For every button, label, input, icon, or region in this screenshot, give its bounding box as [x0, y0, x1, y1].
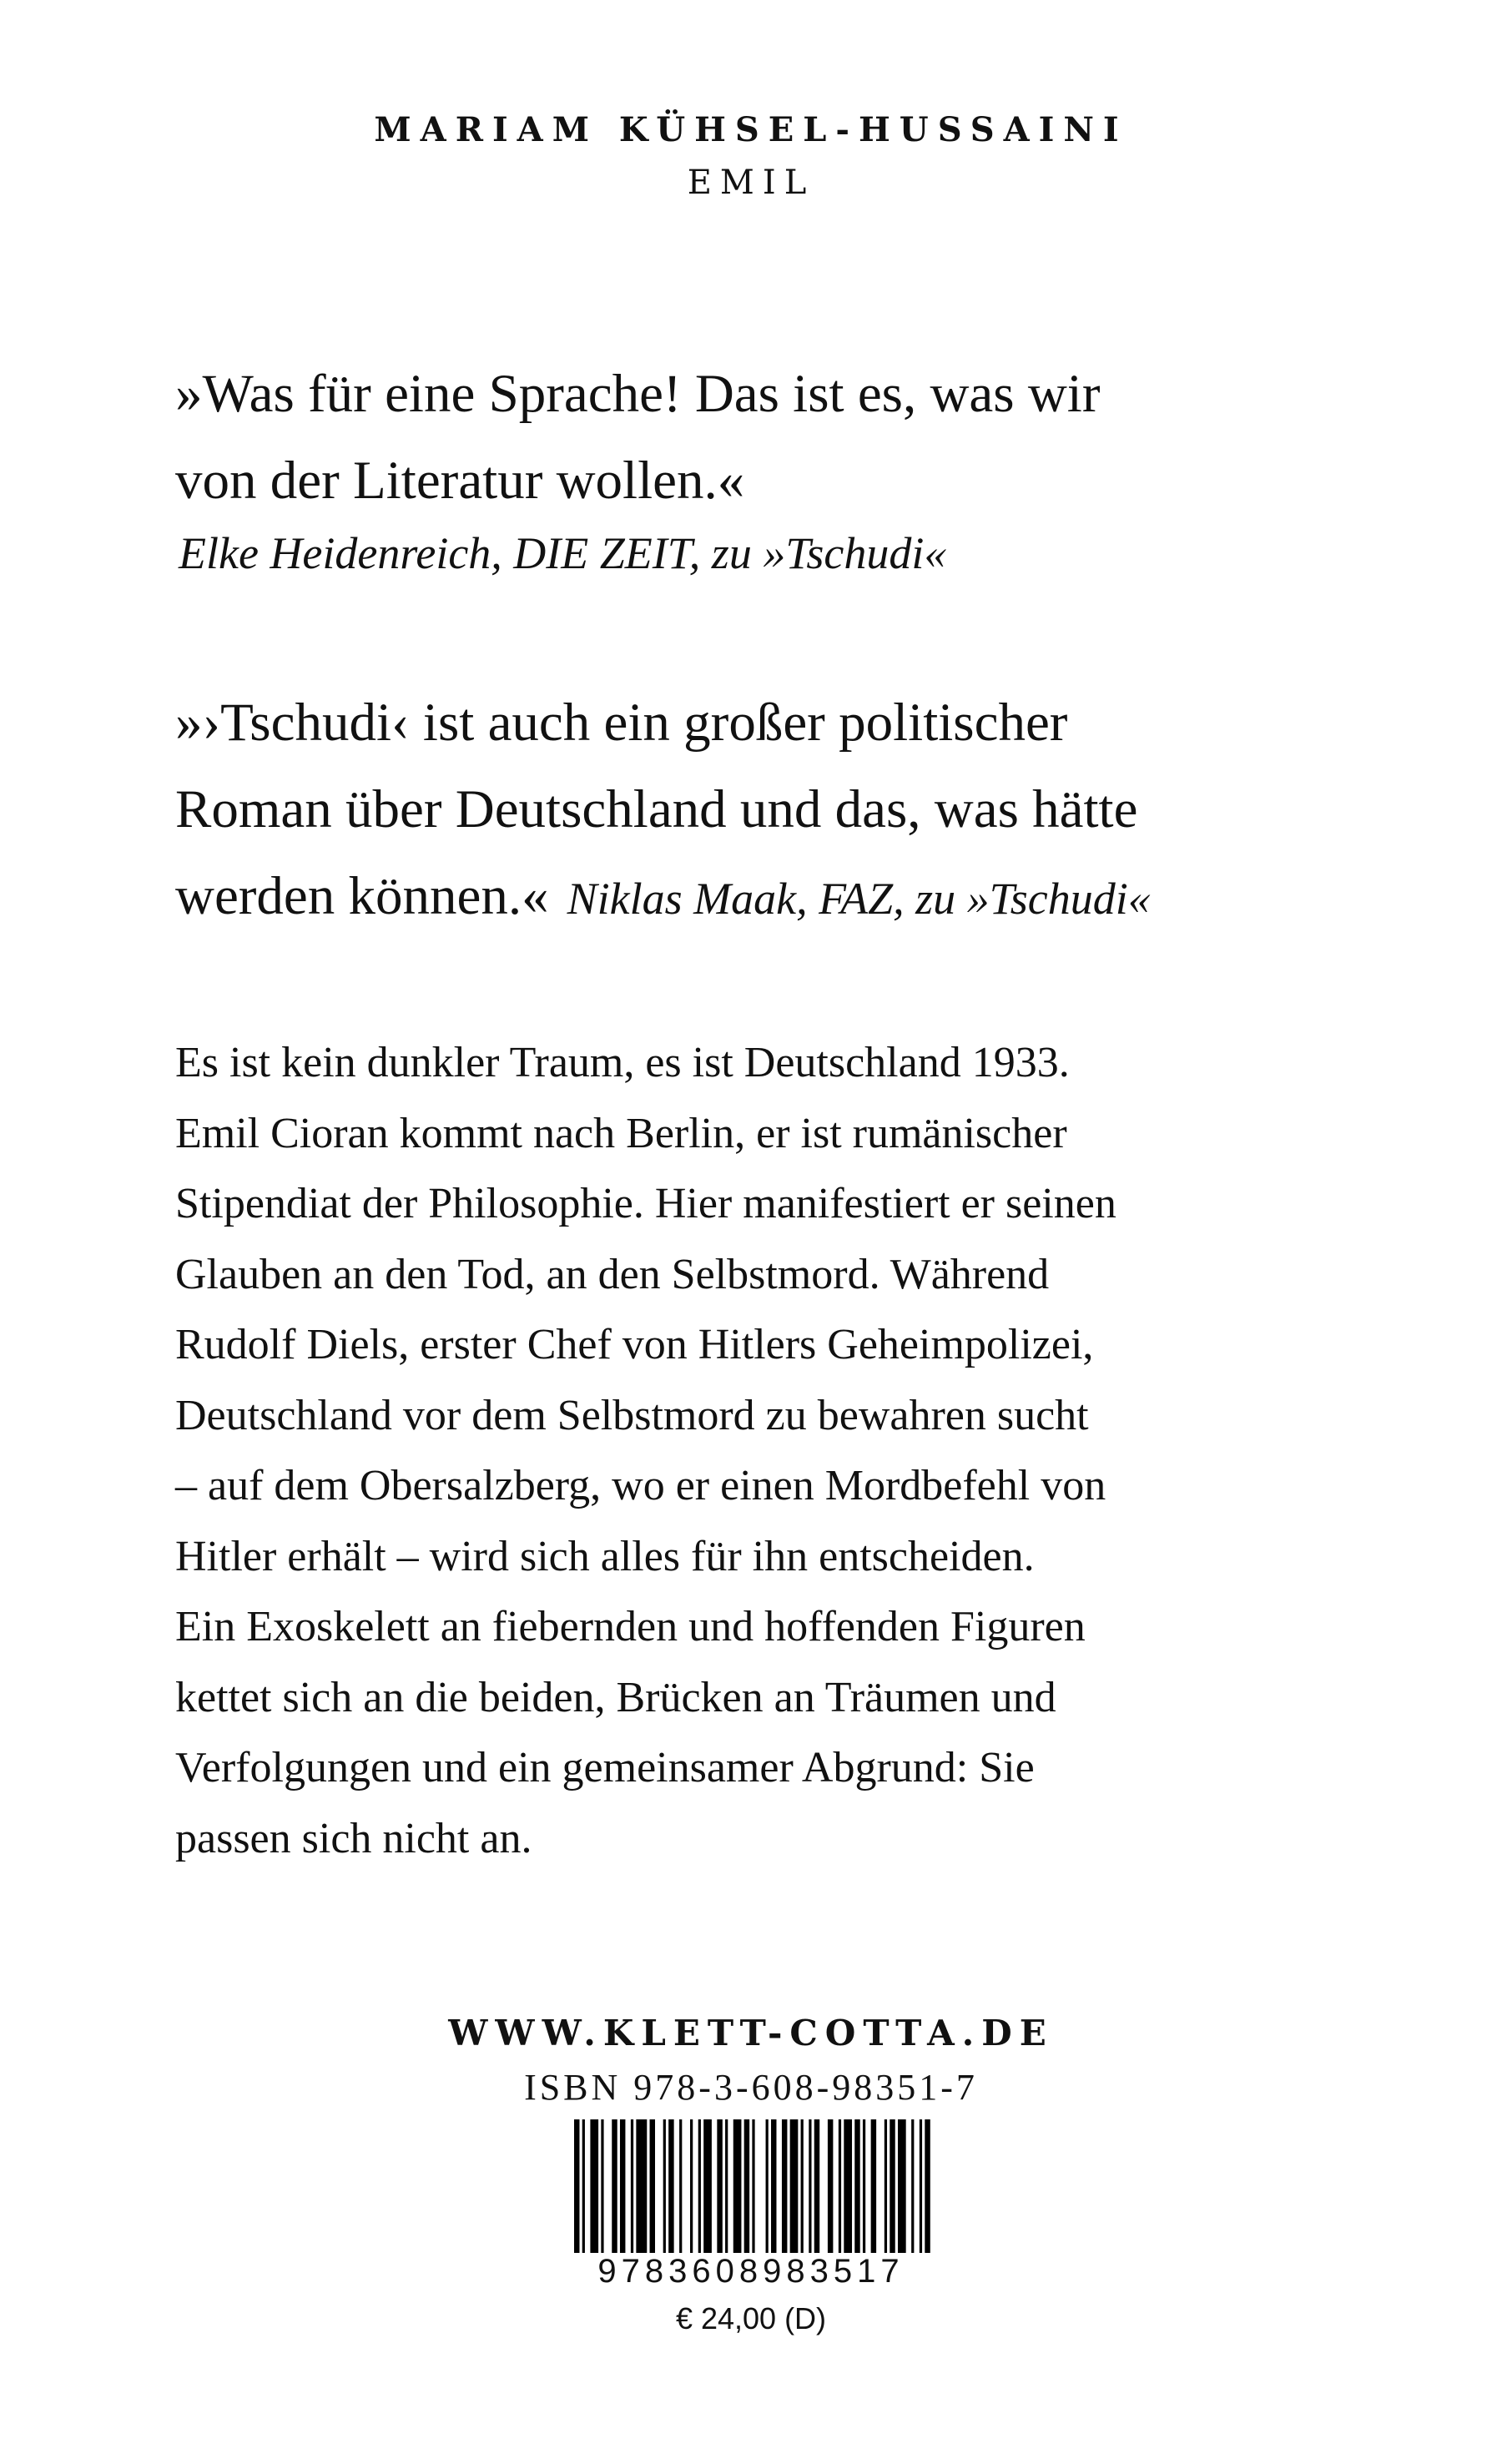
quote-line: »Was für eine Sprache! Das ist es, was wir — [175, 364, 1101, 424]
blurb-line: Es ist kein dunkler Traum, es ist Deutschland 1933. — [175, 1039, 1070, 1086]
barcode-bar — [612, 2119, 617, 2253]
barcode-bar — [733, 2119, 742, 2253]
blurb-line: – auf dem Obersalzberg, wo er einen Mordbefehl von — [175, 1462, 1106, 1509]
barcode-bar — [650, 2119, 655, 2253]
barcode-bar — [809, 2119, 811, 2253]
blurb-line: kettet sich an die beiden, Brücken an Träumen und — [175, 1673, 1056, 1721]
barcode-bar — [663, 2119, 666, 2253]
barcode-bar — [771, 2119, 776, 2253]
barcode-bar — [620, 2119, 625, 2253]
barcode-bar — [828, 2119, 833, 2253]
barcode-bar — [801, 2119, 804, 2253]
quote-line: werden können.« — [175, 866, 549, 926]
barcode-bar — [863, 2119, 865, 2253]
barcode-bar — [911, 2119, 914, 2253]
barcode-bar — [636, 2119, 647, 2253]
barcode-bar — [717, 2119, 722, 2253]
barcode-bar — [898, 2119, 906, 2253]
blurb-line: Glauben an den Tod, an den Selbstmord. Während — [175, 1250, 1050, 1298]
barcode-bar — [925, 2119, 930, 2271]
barcode-bar — [844, 2119, 852, 2253]
author-name: MARIAM KÜHSEL-HUSSAINI — [374, 110, 1128, 149]
barcode-bar — [814, 2119, 819, 2253]
barcode-digits: 9783608983517 — [551, 2253, 951, 2290]
blurb-line: Verfolgungen und ein gemeinsamer Abgrund: Sie — [175, 1744, 1035, 1791]
barcode-bar — [590, 2119, 598, 2253]
price: € 24,00 (D) — [675, 2301, 827, 2336]
quote-attribution-2: Niklas Maak, FAZ, zu »Tschudi« — [567, 874, 1151, 924]
blurb-line: Rudolf Diels, erster Chef von Hitlers Geheimpolizei, — [175, 1321, 1094, 1368]
barcode-bar — [920, 2119, 922, 2271]
barcode-bar — [725, 2119, 728, 2253]
barcode-bar — [668, 2119, 673, 2253]
barcode — [574, 2119, 933, 2271]
barcode-bar — [885, 2119, 887, 2253]
quote-line-with-attribution — [175, 853, 1377, 942]
barcode-bar — [690, 2119, 693, 2253]
quote-line: »›Tschudi‹ ist auch ein großer politischer — [175, 693, 1068, 753]
barcode-bar — [871, 2119, 876, 2253]
barcode-bar — [574, 2119, 579, 2271]
review-quote-1 — [175, 350, 1377, 524]
barcode-bar — [790, 2119, 799, 2253]
blurb-line: Stipendiat der Philosophie. Hier manifestiert er seinen — [175, 1180, 1116, 1227]
barcode-bar — [839, 2119, 841, 2253]
isbn-number: ISBN 978-3-608-98351-7 — [524, 2067, 978, 2108]
blurb-line: Ein Exoskelett an fiebernden und hoffenden Figuren — [175, 1603, 1086, 1650]
barcode-bar — [582, 2119, 585, 2271]
blurb-line: Hitler erhält – wird sich alles für ihn entscheiden. — [175, 1532, 1035, 1580]
blurb-line: passen sich nicht an. — [175, 1814, 532, 1862]
quote-line: von der Literatur wollen.« — [175, 451, 745, 511]
book-title: EMIL — [687, 164, 815, 202]
barcode-bar — [631, 2119, 633, 2253]
barcode-bar — [703, 2119, 712, 2253]
review-quote-2 — [175, 679, 1377, 942]
blurb-line: Deutschland vor dem Selbstmord zu bewahren sucht — [175, 1391, 1089, 1439]
barcode-bar — [782, 2119, 787, 2253]
barcode-bar — [890, 2119, 895, 2253]
quote-line: Roman über Deutschland und das, was hätte — [175, 779, 1138, 839]
barcode-bar — [679, 2119, 682, 2253]
blurb-text — [175, 1028, 1360, 1874]
barcode-bar — [854, 2119, 859, 2253]
barcode-bar — [601, 2119, 603, 2253]
quote-attribution-1: Elke Heidenreich, DIE ZEIT, zu »Tschudi« — [179, 528, 947, 578]
barcode-bar — [698, 2119, 701, 2253]
barcode-bar — [766, 2119, 769, 2271]
barcode-bar — [744, 2119, 749, 2253]
blurb-line: Emil Cioran kommt nach Berlin, er ist rumänischer — [175, 1109, 1067, 1157]
barcode-bar — [752, 2119, 754, 2271]
publisher-website: WWW.KLETT-COTTA.DE — [448, 2013, 1054, 2053]
